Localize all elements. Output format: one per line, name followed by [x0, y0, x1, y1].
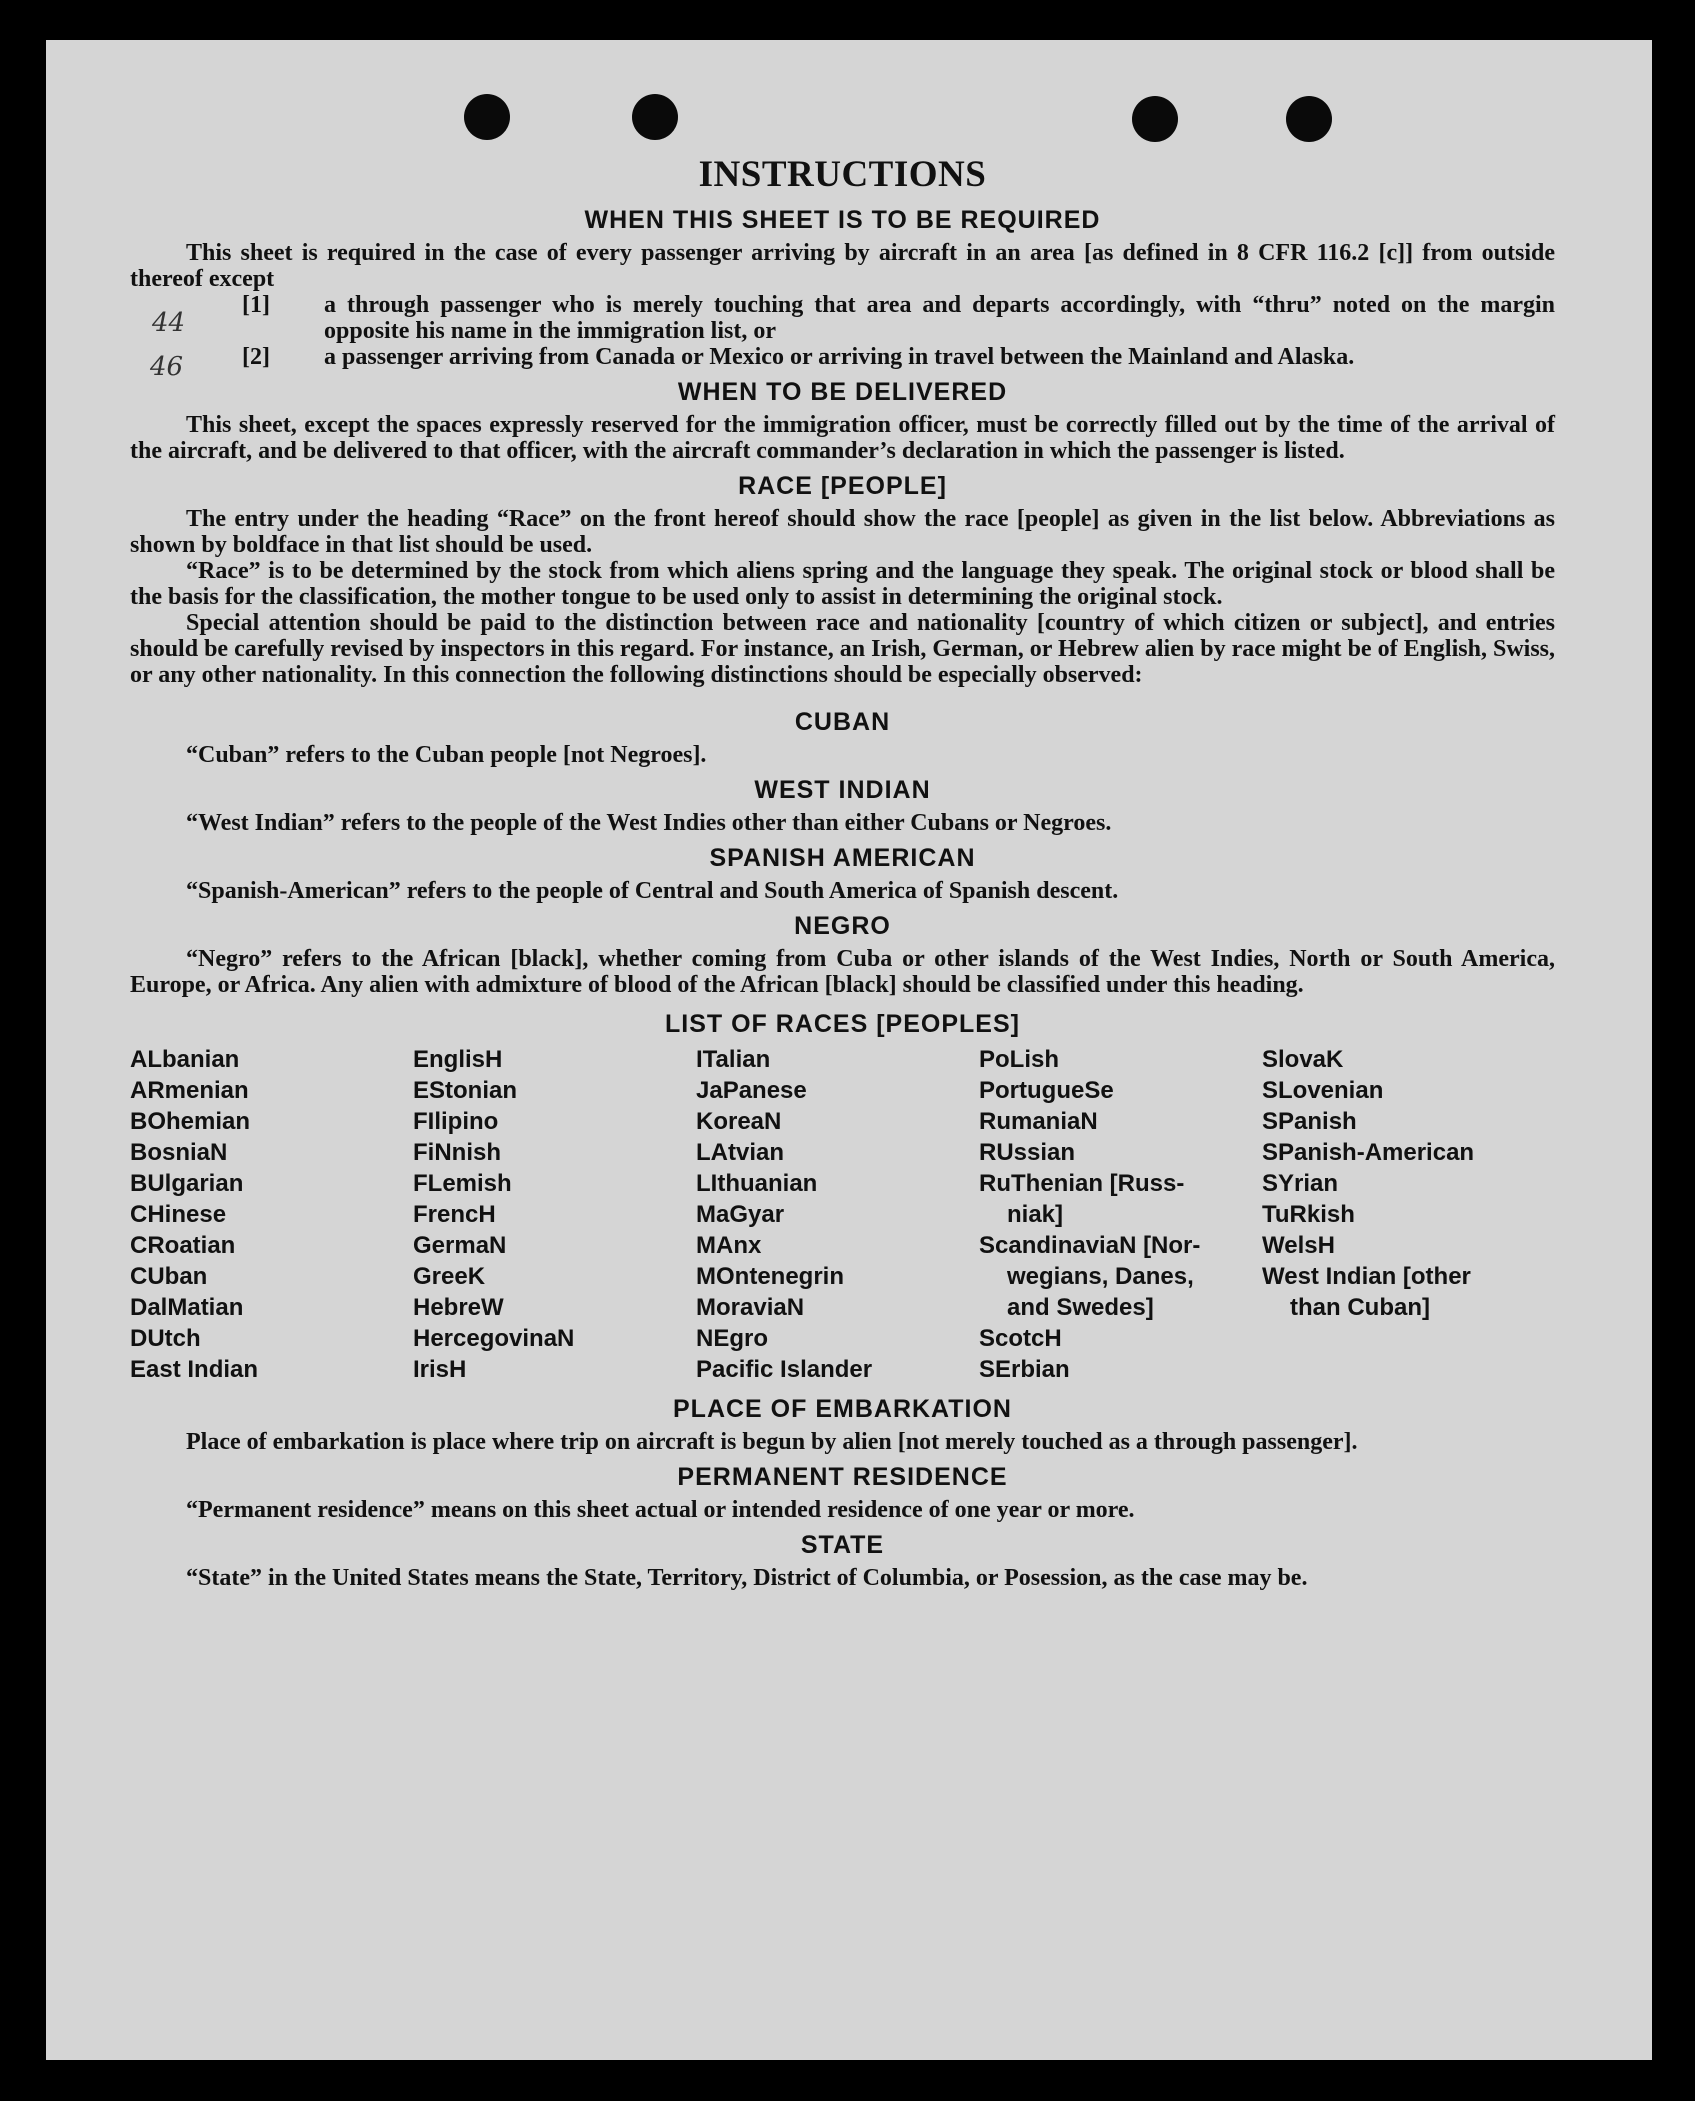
when-delivered-text: This sheet, except the spaces expressly reserved for the immigration officer, must be correctly filled out by the time of the arrival of the aircraft, and be delivered to that officer, with the aircraft commander’s declaration in which the passenger is listed.: [130, 412, 1555, 464]
races-column: [696, 1044, 979, 1385]
heading-cuban: CUBAN: [794, 708, 891, 736]
race-item: MOntenegrin: [696, 1263, 844, 1290]
race-item: ARmenian: [130, 1077, 249, 1104]
race-item: than Cuban]: [1290, 1294, 1430, 1321]
heading-list-of-races: LIST OF RACES [PEOPLES]: [665, 1010, 1020, 1038]
race-item: Pacific Islander: [696, 1356, 873, 1383]
race-item: KoreaN: [696, 1108, 782, 1135]
race-item: MoraviaN: [696, 1294, 805, 1321]
race-item: DalMatian: [130, 1294, 244, 1321]
race-item: BOhemian: [130, 1108, 251, 1135]
state-text: “State” in the United States means the State, Territory, District of Columbia, or Posession, as the case may be.: [186, 1565, 1308, 1591]
embarkation-text: Place of embarkation is place where trip on aircraft is begun by alien [not merely touched as a through passenger].: [186, 1429, 1358, 1455]
heading-when-delivered: WHEN TO BE DELIVERED: [677, 378, 1008, 406]
races-column: [1262, 1044, 1545, 1385]
west-indian-text: “West Indian” refers to the people of the West Indies other than either Cubans or Negroes.: [186, 810, 1112, 836]
race-item: CUban: [130, 1263, 208, 1290]
race-item: wegians, Danes,: [1007, 1263, 1194, 1290]
race-paragraph: “Race” is to be determined by the stock from which aliens spring and the language they speak. The original stock or blood shall be the basis for the classification, the mother tongue to be used only to assist in determining the original stock.: [130, 558, 1555, 610]
handwritten-mark: 46: [150, 352, 184, 382]
race-item: SlovaK: [1262, 1046, 1344, 1073]
exception-item: [242, 344, 1555, 370]
race-item: FiNnish: [413, 1139, 501, 1166]
race-item: ALbanian: [130, 1046, 240, 1073]
race-item: MaGyar: [696, 1201, 785, 1228]
race-item: ScotcH: [979, 1325, 1062, 1352]
race-item: CHinese: [130, 1201, 227, 1228]
handwritten-mark: 44: [152, 308, 186, 338]
heading-race: RACE [PEOPLE]: [738, 472, 947, 500]
punch-hole: [1286, 96, 1332, 142]
punch-hole: [1132, 96, 1178, 142]
race-item: LIthuanian: [696, 1170, 818, 1197]
race-item: HercegovinaN: [413, 1325, 575, 1352]
heading-state: STATE: [800, 1531, 885, 1559]
heading-west-indian: WEST INDIAN: [754, 776, 931, 804]
race-item: SYrian: [1262, 1170, 1339, 1197]
race-item: niak]: [1007, 1201, 1064, 1228]
race-paragraph: Special attention should be paid to the distinction between race and nationality [country of which citizen or subject], and entries should be carefully revised by inspectors in this regard. For instance, an Irish, German, or Hebrew alien by race might be of English, Swiss, or any other nationality. In this connection the following distinctions should be especially observed:: [130, 610, 1555, 688]
exception-number: [1]: [242, 292, 270, 318]
race-item: NEgro: [696, 1325, 768, 1352]
race-item: DUtch: [130, 1325, 201, 1352]
race-item: RUssian: [979, 1139, 1076, 1166]
race-paragraph: The entry under the heading “Race” on the front hereof should show the race [people] as given in the list below. Abbreviations as shown by boldface in that list should be used.: [130, 506, 1555, 558]
exception-number: [2]: [242, 344, 270, 370]
race-item: TuRkish: [1262, 1201, 1355, 1228]
residence-text: “Permanent residence” means on this sheet actual or intended residence of one year or more.: [186, 1497, 1135, 1523]
race-item: EStonian: [413, 1077, 518, 1104]
heading-spanish-american: SPANISH AMERICAN: [709, 844, 976, 872]
race-item: FIlipino: [413, 1108, 499, 1135]
race-item: West Indian [other: [1262, 1263, 1471, 1290]
document-page: [46, 40, 1652, 2060]
heading-negro: NEGRO: [794, 912, 891, 940]
exception-item: [242, 292, 1555, 344]
punch-hole: [464, 94, 510, 140]
negro-text: “Negro” refers to the African [black], whether coming from Cuba or other islands of the West Indies, North or South America, Europe, or Africa. Any alien with admixture of blood of the African [black] should be classified under this heading.: [130, 946, 1555, 998]
race-item: BUlgarian: [130, 1170, 244, 1197]
exception-text: a through passenger who is merely touching that area and departs accordingly, with “thru” noted on the margin opposite his name in the immigration list, or: [324, 292, 1555, 344]
race-item: JaPanese: [696, 1077, 807, 1104]
race-item: and Swedes]: [1007, 1294, 1154, 1321]
exception-text: a passenger arriving from Canada or Mexico or arriving in travel between the Mainland and Alaska.: [324, 344, 1355, 370]
race-item: PoLish: [979, 1046, 1060, 1073]
race-item: LAtvian: [696, 1139, 785, 1166]
race-item: WelsH: [1262, 1232, 1335, 1259]
race-item: BosniaN: [130, 1139, 228, 1166]
race-item: FLemish: [413, 1170, 512, 1197]
race-item: SErbian: [979, 1356, 1070, 1383]
race-item: SPanish: [1262, 1108, 1357, 1135]
race-item: EnglisH: [413, 1046, 503, 1073]
race-item: IrisH: [413, 1356, 467, 1383]
race-item: PortugueSe: [979, 1077, 1114, 1104]
race-item: ITalian: [696, 1046, 771, 1073]
race-item: MAnx: [696, 1232, 762, 1259]
race-item: East Indian: [130, 1356, 259, 1383]
punch-hole: [632, 94, 678, 140]
race-item: ScandinaviaN [Nor-: [979, 1232, 1201, 1259]
cuban-text: “Cuban” refers to the Cuban people [not Negroes].: [186, 742, 707, 768]
race-item: GreeK: [413, 1263, 486, 1290]
race-item: RumaniaN: [979, 1108, 1098, 1135]
race-item: CRoatian: [130, 1232, 236, 1259]
spanish-american-text: “Spanish-American” refers to the people of Central and South America of Spanish descent.: [186, 878, 1119, 904]
heading-embarkation: PLACE OF EMBARKATION: [673, 1395, 1012, 1423]
races-column: [413, 1044, 696, 1385]
race-item: FrencH: [413, 1201, 496, 1228]
when-required-intro: This sheet is required in the case of every passenger arriving by aircraft in an area [as defined in 8 CFR 116.2 [c]] from outside thereof except: [130, 240, 1555, 292]
heading-when-required: WHEN THIS SHEET IS TO BE REQUIRED: [584, 206, 1101, 234]
race-item: SPanish-American: [1262, 1139, 1475, 1166]
races-list: [130, 1044, 1555, 1385]
races-column: [130, 1044, 413, 1385]
instructions-content: [130, 152, 1555, 1591]
race-item: RuThenian [Russ-: [979, 1170, 1185, 1197]
page-title: INSTRUCTIONS: [698, 154, 987, 195]
race-item: HebreW: [413, 1294, 504, 1321]
races-column: [979, 1044, 1262, 1385]
heading-permanent-residence: PERMANENT RESIDENCE: [677, 1463, 1008, 1491]
race-item: SLovenian: [1262, 1077, 1384, 1104]
race-item: GermaN: [413, 1232, 507, 1259]
